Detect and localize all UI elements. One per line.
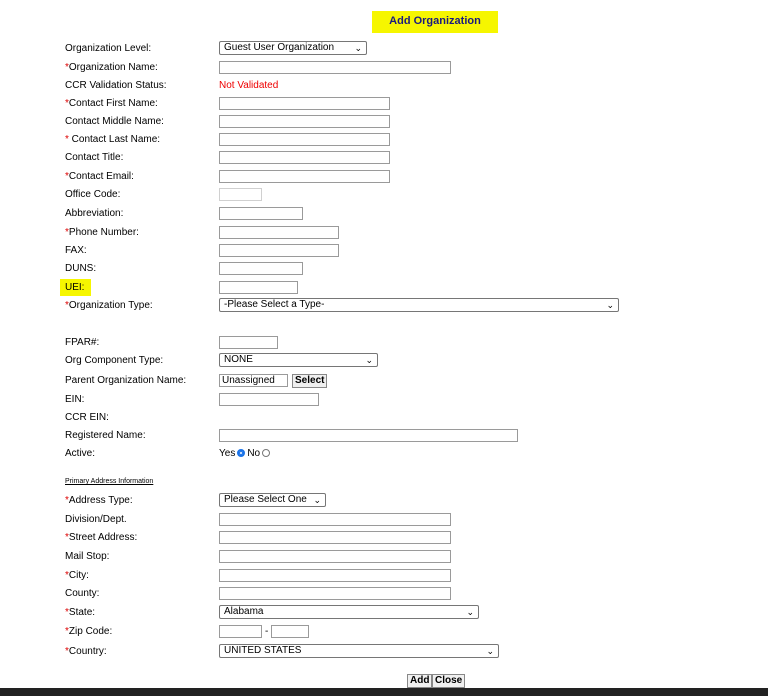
row-country (0, 643, 768, 661)
mail-stop-label: Mail Stop: (65, 551, 110, 562)
row-state (0, 604, 768, 622)
org-name-label: Organization Name: (68, 62, 158, 73)
org-type-select[interactable] (219, 298, 619, 312)
active-label: Active: (65, 448, 96, 459)
org-type-label: Organization Type: (68, 300, 153, 311)
org-component-value: NONE (224, 354, 253, 365)
required-marker: * (65, 300, 69, 311)
mail-stop-input[interactable] (219, 550, 451, 563)
row-abbreviation (0, 205, 768, 223)
fax-input[interactable] (219, 244, 339, 257)
address-section-title: Primary Address Information (65, 478, 154, 485)
zip-ext-input[interactable] (271, 625, 309, 638)
street-label: Street Address: (68, 532, 138, 543)
contact-first-input[interactable] (219, 97, 390, 110)
country-label: Country: (68, 646, 107, 657)
row-contact-email (0, 168, 768, 186)
ein-label: EIN: (65, 394, 85, 405)
contact-email-input[interactable] (219, 170, 390, 183)
contact-email-label: Contact Email: (68, 171, 134, 182)
county-input[interactable] (219, 587, 451, 600)
chevron-down-icon: ⌄ (606, 300, 614, 310)
org-component-select[interactable] (219, 353, 378, 367)
ein-input[interactable] (219, 393, 319, 406)
row-contact-middle (0, 113, 768, 131)
duns-input[interactable] (219, 262, 303, 275)
row-contact-last (0, 131, 768, 149)
chevron-down-icon: ⌄ (486, 646, 494, 656)
org-level-label: Organization Level: (65, 43, 152, 54)
required-marker: * (65, 98, 69, 109)
contact-middle-label: Contact Middle Name: (65, 116, 164, 127)
select-parent-button[interactable]: Select (292, 374, 327, 388)
state-label: State: (68, 607, 96, 618)
bottom-bar (0, 688, 768, 696)
row-county (0, 585, 768, 603)
row-org-level (0, 40, 768, 58)
required-marker: * (65, 626, 69, 637)
row-ccr-status (0, 77, 768, 95)
zip-input[interactable] (219, 625, 262, 638)
street-input[interactable] (219, 531, 451, 544)
required-marker: * (65, 171, 69, 182)
row-parent-org (0, 372, 768, 390)
org-name-input[interactable] (219, 61, 451, 74)
contact-title-input[interactable] (219, 151, 390, 164)
state-value: Alabama (224, 606, 264, 617)
org-type-value: -Please Select a Type- (224, 299, 325, 310)
title-highlight (372, 11, 498, 33)
uei-input[interactable] (219, 281, 298, 294)
parent-org-input[interactable]: Unassigned (219, 374, 288, 387)
country-select[interactable] (219, 644, 499, 658)
fpar-input[interactable] (219, 336, 278, 349)
city-input[interactable] (219, 569, 451, 582)
address-type-select[interactable] (219, 493, 326, 507)
uei-label: UEI: (65, 282, 85, 293)
row-ein (0, 391, 768, 409)
row-mail-stop (0, 548, 768, 566)
division-input[interactable] (219, 513, 451, 526)
row-zip (0, 623, 768, 641)
row-division (0, 511, 768, 529)
zip-label: Zip Code: (68, 626, 113, 637)
page-title: Add Organization (389, 15, 481, 27)
contact-first-label: Contact First Name: (68, 98, 158, 109)
row-ccr-ein (0, 409, 768, 427)
active-no-label: No (247, 448, 261, 459)
registered-name-input[interactable] (219, 429, 518, 442)
fpar-label: FPAR#: (65, 337, 100, 348)
office-code-input[interactable] (219, 188, 262, 201)
required-marker: * (65, 570, 69, 581)
contact-title-label: Contact Title: (65, 152, 124, 163)
abbreviation-label: Abbreviation: (65, 208, 124, 219)
active-radio-group (219, 448, 272, 459)
org-level-select[interactable] (219, 41, 367, 55)
required-marker: * (65, 495, 69, 506)
state-select[interactable] (219, 605, 479, 619)
row-registered-name (0, 427, 768, 445)
ccr-status-value: Not Validated (219, 80, 279, 91)
county-label: County: (65, 588, 100, 599)
required-marker: * (65, 646, 69, 657)
ccr-ein-label: CCR EIN: (65, 412, 109, 423)
city-label: City: (68, 570, 89, 581)
required-marker: * (65, 532, 69, 543)
zip-separator: - (265, 626, 269, 637)
row-org-name (0, 59, 768, 77)
office-code-label: Office Code: (65, 189, 121, 200)
row-contact-first (0, 95, 768, 113)
row-active (0, 445, 768, 463)
row-org-component (0, 352, 768, 370)
row-street (0, 529, 768, 547)
required-marker: * (65, 227, 69, 238)
division-label: Division/Dept. (65, 514, 127, 525)
contact-last-input[interactable] (219, 133, 390, 146)
contact-last-label: Contact Last Name: (68, 134, 161, 145)
country-value: UNITED STATES (224, 645, 302, 656)
chevron-down-icon: ⌄ (313, 495, 321, 505)
fax-label: FAX: (65, 245, 87, 256)
chevron-down-icon: ⌄ (365, 355, 373, 365)
org-component-label: Org Component Type: (65, 355, 164, 366)
row-contact-title (0, 149, 768, 167)
address-type-label: Address Type: (68, 495, 133, 506)
phone-label: Phone Number: (68, 227, 139, 238)
required-marker: * (65, 134, 69, 145)
contact-middle-input[interactable] (219, 115, 390, 128)
chevron-down-icon: ⌄ (354, 43, 362, 53)
required-marker: * (65, 62, 69, 73)
row-org-type (0, 297, 768, 315)
chevron-down-icon: ⌄ (466, 607, 474, 617)
row-fpar (0, 334, 768, 352)
active-yes-radio[interactable] (237, 449, 245, 457)
registered-name-label: Registered Name: (65, 430, 146, 441)
address-type-value: Please Select One (224, 494, 307, 505)
row-fax (0, 242, 768, 260)
abbreviation-input[interactable] (219, 207, 303, 220)
row-address-type (0, 492, 768, 510)
row-office-code (0, 186, 768, 204)
ccr-status-label: CCR Validation Status: (65, 80, 167, 91)
add-button[interactable]: Add (407, 674, 432, 688)
duns-label: DUNS: (65, 263, 97, 274)
phone-input[interactable] (219, 226, 339, 239)
org-level-value: Guest User Organization (224, 42, 335, 53)
required-marker: * (65, 607, 69, 618)
row-uei (0, 279, 768, 297)
row-city (0, 567, 768, 585)
parent-org-label: Parent Organization Name: (65, 375, 187, 386)
active-yes-label: Yes (219, 448, 236, 459)
active-no-radio[interactable] (262, 449, 270, 457)
close-button[interactable]: Close (432, 674, 465, 688)
row-phone (0, 224, 768, 242)
row-duns (0, 260, 768, 278)
